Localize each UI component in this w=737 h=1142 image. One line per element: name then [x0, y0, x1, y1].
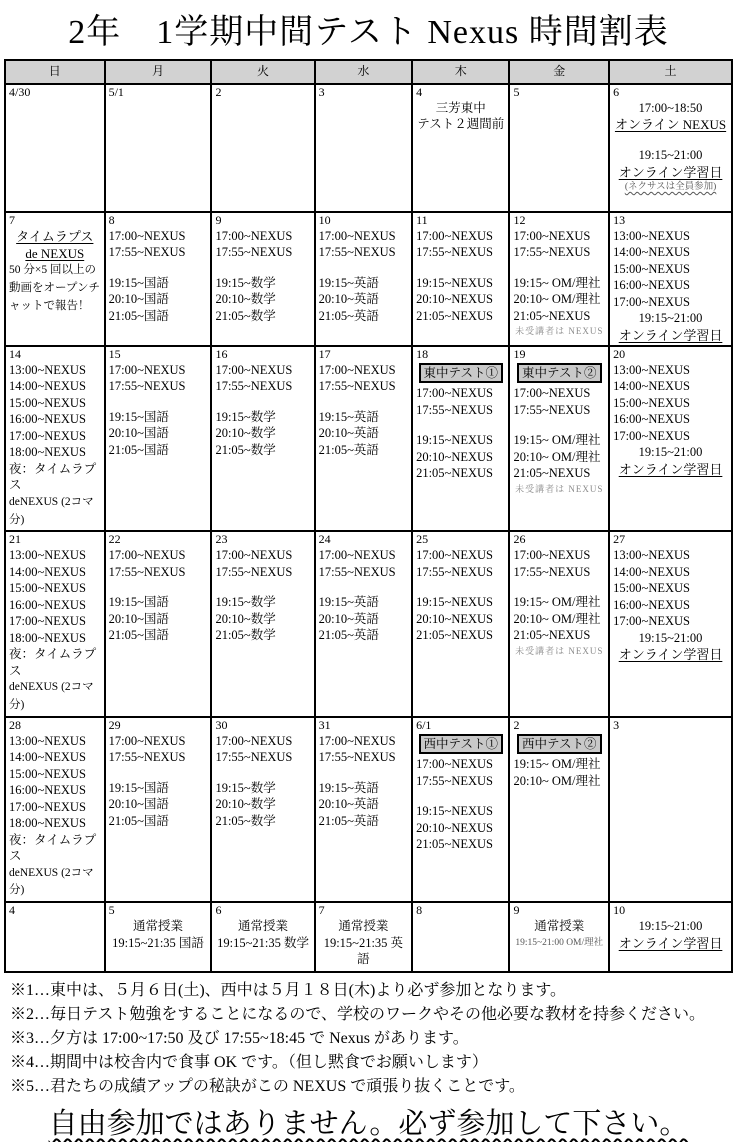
schedule-line: 17:55~NEXUS [416, 245, 493, 260]
date-label: 30 [215, 717, 228, 732]
day-cell [412, 212, 509, 346]
schedule-line: 17:00~NEXUS [416, 386, 493, 401]
schedule-line: 21:05~数学 [215, 628, 276, 643]
schedule-line [215, 580, 310, 594]
day-cell [5, 84, 105, 212]
date-label: 29 [108, 717, 121, 732]
schedule-line: 19:15~英語 [318, 275, 379, 290]
schedule-line: 19:15~21:00 [638, 919, 703, 934]
date-label: 6 [215, 903, 222, 918]
day-cell [412, 346, 509, 531]
schedule-line: オンライン学習日 [618, 935, 723, 951]
schedule-line: 21:05~NEXUS [416, 308, 493, 323]
schedule-line: 19:15~NEXUS [416, 804, 493, 819]
schedule-line: 17:55~NEXUS [108, 379, 186, 394]
schedule-line: 17:00~NEXUS [416, 548, 493, 563]
schedule-line: 17:00~NEXUS [513, 548, 591, 563]
schedule-line: 20:10~数学 [215, 292, 276, 307]
day-cell [509, 717, 609, 902]
week-row [5, 346, 732, 531]
day-cell [412, 717, 509, 902]
schedule-line: 17:55~NEXUS [215, 750, 293, 765]
day-cell [509, 902, 609, 972]
schedule-line: 21:05~国語 [108, 628, 169, 643]
schedule-line: 14:00~NEXUS [613, 245, 690, 260]
schedule-line: 19:15~NEXUS [416, 275, 493, 290]
day-cell [105, 212, 212, 346]
date-label: 5 [108, 903, 115, 918]
day-cell [609, 84, 732, 212]
schedule-line: 19:15~国語 [108, 409, 169, 424]
day-cell [5, 902, 105, 972]
date-label: 7 [318, 903, 325, 918]
date-label: 21 [9, 532, 21, 547]
schedule-line: 通常授業 [534, 919, 585, 934]
schedule-line: 19:15~数学 [215, 275, 276, 290]
schedule-line: 20:10~数学 [215, 426, 276, 441]
schedule-line: 13:00~NEXUS [9, 362, 86, 377]
schedule-line: 16:00~NEXUS [9, 412, 86, 427]
schedule-line: 15:00~NEXUS [613, 395, 690, 410]
schedule-line: 未受講者は NEXUS [515, 645, 604, 656]
calendar-body [5, 84, 732, 972]
schedule-line: 通常授業 [238, 919, 289, 934]
schedule-line [416, 580, 505, 594]
date-label: 23 [215, 532, 228, 547]
schedule-line: 20:10~NEXUS [416, 611, 493, 626]
schedule-line: 21:05~NEXUS [513, 466, 591, 481]
schedule-line: 19:15~21:00 [638, 311, 703, 326]
date-label: 7 [9, 213, 15, 227]
schedule-line: 15:00~NEXUS [9, 395, 86, 410]
weekday-header-cell: 土 [609, 60, 732, 84]
schedule-line: 17:00~NEXUS [215, 362, 293, 377]
day-cell [412, 84, 509, 212]
date-label: 9 [513, 903, 520, 918]
schedule-line: 17:00~NEXUS [613, 294, 690, 309]
day-cell [211, 212, 314, 346]
schedule-line: 19:15~21:00 [638, 630, 703, 645]
date-label: 13 [613, 213, 626, 227]
day-cell [412, 531, 509, 716]
schedule-line: 16:00~NEXUS [613, 278, 690, 293]
schedule-line: 19:15~国語 [108, 275, 169, 290]
day-cell [211, 84, 314, 212]
footnotes [10, 980, 731, 1098]
schedule-line: 19:15~数学 [215, 409, 276, 424]
schedule-line: 20:10~国語 [108, 797, 169, 812]
schedule-line: 21:05~英語 [318, 308, 379, 323]
schedule-line: 未受講者は NEXUS [515, 326, 604, 337]
schedule-line: 14:00~NEXUS [9, 564, 86, 579]
test-day-badge: 西中テスト① [416, 734, 505, 755]
schedule-line: 20:10~NEXUS [416, 449, 493, 464]
schedule-line: 19:15~NEXUS [416, 433, 493, 448]
schedule-line: 20:10~ OM/理社 [513, 292, 601, 307]
schedule-line: 19:15~数学 [215, 595, 276, 610]
schedule-line: 21:05~英語 [318, 628, 379, 643]
schedule-line: 17:55~NEXUS [108, 245, 186, 260]
schedule-line: 21:05~数学 [215, 813, 276, 828]
schedule-line: 21:05~国語 [108, 813, 169, 828]
day-cell [315, 84, 412, 212]
schedule-line: 16:00~NEXUS [613, 412, 690, 427]
schedule-line: 19:15~21:35 英語 [323, 935, 404, 967]
schedule-line: 19:15~21:35 数学 [217, 935, 309, 950]
schedule-line: タイムラプス de NEXUS [16, 228, 94, 261]
schedule-line [109, 395, 208, 409]
date-label: 11 [416, 213, 428, 227]
schedule-line [613, 133, 728, 147]
date-label: 2 [513, 717, 520, 732]
date-label: 5 [513, 85, 520, 99]
schedule-line: 17:55~NEXUS [215, 564, 293, 579]
date-label: 3 [613, 717, 620, 732]
schedule-line [215, 766, 310, 780]
day-cell [211, 531, 314, 716]
week-row [5, 212, 732, 346]
schedule-line: 20:10~数学 [215, 611, 276, 626]
schedule-line: 夜：タイムラプス [9, 832, 97, 864]
schedule-line: 19:15~国語 [108, 780, 169, 795]
date-label: 27 [613, 532, 626, 547]
week-row [5, 531, 732, 716]
day-cell [105, 346, 212, 531]
day-cell [105, 531, 212, 716]
day-cell [105, 902, 212, 972]
schedule-line: 21:05~国語 [108, 442, 169, 457]
test-day-badge: 東中テスト① [416, 363, 505, 384]
schedule-line: 13:00~NEXUS [613, 228, 690, 243]
weekday-header-row [5, 60, 732, 84]
schedule-line: 17:00~NEXUS [513, 386, 591, 401]
date-label: 2 [215, 85, 222, 99]
schedule-line: 18:00~NEXUS [9, 816, 86, 831]
schedule-line [416, 789, 505, 803]
day-cell [315, 346, 412, 531]
day-cell [315, 717, 412, 902]
schedule-line: 19:15~英語 [318, 780, 379, 795]
schedule-line: deNEXUS (2コマ分) [9, 866, 94, 897]
day-cell [609, 346, 732, 531]
schedule-line: 通常授業 [338, 919, 389, 934]
schedule-line: 17:00~NEXUS [108, 228, 186, 243]
schedule-line: テスト２週間前 [417, 117, 505, 132]
day-cell [509, 346, 609, 531]
date-label: 24 [318, 532, 331, 547]
schedule-line: 夜：タイムラプス [9, 461, 97, 493]
schedule-line: 17:00~NEXUS [215, 733, 293, 748]
date-label: 31 [318, 717, 331, 732]
schedule-line: 17:55~NEXUS [318, 379, 396, 394]
day-cell [609, 902, 732, 972]
schedule-line [215, 395, 310, 409]
schedule-line: 21:05~数学 [215, 308, 276, 323]
schedule-line: 21:05~国語 [108, 308, 169, 323]
schedule-line: 21:05~NEXUS [513, 308, 591, 323]
day-cell [509, 84, 609, 212]
schedule-line [513, 418, 605, 432]
schedule-line: 17:00~NEXUS [9, 428, 86, 443]
schedule-line [319, 580, 408, 594]
schedule-line: 17:55~NEXUS [318, 245, 396, 260]
schedule-line: 19:15~ OM/理社 [513, 433, 601, 448]
date-label: 6 [613, 85, 620, 99]
test-day-badge: 西中テスト② [513, 734, 605, 755]
schedule-line: 20:10~数学 [215, 797, 276, 812]
schedule-line: 17:00~NEXUS [215, 548, 293, 563]
schedule-line: 17:55~NEXUS [318, 750, 396, 765]
date-label: 15 [108, 346, 121, 361]
day-cell [609, 212, 732, 346]
schedule-line: オンライン NEXUS [614, 117, 727, 133]
schedule-line: 17:00~NEXUS [318, 733, 396, 748]
schedule-line: 17:00~NEXUS [108, 548, 186, 563]
schedule-line: オンライン学習日 [618, 164, 723, 180]
schedule-line: 19:15~ OM/理社 [513, 275, 601, 290]
date-label: 16 [215, 346, 228, 361]
schedule-line: 21:05~数学 [215, 442, 276, 457]
schedule-line: 20:10~NEXUS [416, 820, 493, 835]
day-cell [609, 717, 732, 902]
schedule-line: 17:55~NEXUS [108, 750, 186, 765]
day-cell [211, 346, 314, 531]
schedule-line: 17:55~NEXUS [318, 564, 396, 579]
schedule-line: 16:00~NEXUS [9, 597, 86, 612]
date-label: 4 [9, 903, 15, 918]
schedule-line: 50 分×5 回以上の動画をオープンチャットで報告！ [9, 264, 100, 312]
day-cell [5, 717, 105, 902]
schedule-line: 20:10~ OM/理社 [513, 611, 601, 626]
date-label: 22 [108, 532, 121, 547]
schedule-line [109, 766, 208, 780]
schedule-line: 20:10~英語 [318, 292, 379, 307]
date-label: 10 [613, 903, 626, 918]
weekday-header-cell: 月 [105, 60, 212, 84]
schedule-line: 17:55~NEXUS [416, 773, 493, 788]
date-label: 6/1 [416, 717, 432, 732]
schedule-line: 17:00~NEXUS [9, 799, 86, 814]
date-label: 14 [9, 346, 21, 361]
date-label: 10 [318, 213, 331, 227]
schedule-line: 13:00~NEXUS [613, 362, 690, 377]
day-cell [315, 902, 412, 972]
schedule-line [319, 395, 408, 409]
date-label: 19 [513, 346, 526, 361]
day-cell [105, 84, 212, 212]
page-title: 2年 1学期中間テスト Nexus 時間割表 [68, 14, 669, 51]
day-cell [509, 212, 609, 346]
schedule-line: 15:00~NEXUS [9, 766, 86, 781]
schedule-line: 19:15~ OM/理社 [513, 595, 601, 610]
schedule-line: 13:00~NEXUS [613, 548, 690, 563]
footnote-line: ※2…毎日テスト勉強をすることになるので、学校のワークやその他必要な教材を持参ください。 [10, 1006, 706, 1024]
schedule-line: 19:15~英語 [318, 409, 379, 424]
schedule-line: 20:10~NEXUS [416, 292, 493, 307]
schedule-line: 21:05~英語 [318, 442, 379, 457]
schedule-line: 17:55~NEXUS [215, 379, 293, 394]
schedule-line: 14:00~NEXUS [9, 379, 86, 394]
schedule-line [416, 261, 505, 275]
schedule-line: 21:05~NEXUS [416, 837, 493, 852]
schedule-line: 17:55~NEXUS [513, 245, 591, 260]
date-label: 8 [108, 213, 115, 227]
schedule-line: 17:00~NEXUS [215, 228, 293, 243]
weekday-header-cell: 木 [412, 60, 509, 84]
calendar-table [4, 59, 733, 973]
test-day-badge: 東中テスト② [513, 363, 605, 384]
date-label: 28 [9, 717, 21, 732]
schedule-line: 19:15~21:00 [638, 148, 703, 163]
schedule-line [319, 766, 408, 780]
day-cell [5, 531, 105, 716]
schedule-line: 20:10~ OM/理社 [513, 773, 601, 788]
schedule-line: 夜：タイムラプス [9, 647, 97, 678]
day-cell [412, 902, 509, 972]
date-label: 8 [416, 903, 423, 918]
footnote-line: ※3…夕方は 17:00~17:50 及び 17:55~18:45 で Nexus があります。 [10, 1030, 469, 1048]
week-row [5, 717, 732, 902]
schedule-line: 17:00~NEXUS [416, 757, 493, 772]
date-label: 4 [416, 85, 423, 99]
schedule-line: 17:00~NEXUS [318, 548, 396, 563]
schedule-line: 17:55~NEXUS [513, 564, 591, 579]
date-label: 18 [416, 346, 429, 361]
schedule-line: 13:00~NEXUS [9, 548, 86, 563]
schedule-line: (ネクサスは全員参加) [624, 182, 717, 193]
schedule-line: 14:00~NEXUS [9, 750, 86, 765]
schedule-line: 21:05~NEXUS [513, 628, 591, 643]
schedule-line: 19:15~21:00 [638, 445, 703, 460]
schedule-line: 20:10~英語 [318, 611, 379, 626]
schedule-line: オンライン学習日 [618, 461, 723, 477]
schedule-line [215, 261, 310, 275]
schedule-line: 19:15~英語 [318, 595, 379, 610]
week-row [5, 84, 732, 212]
schedule-line: 18:00~NEXUS [9, 630, 86, 645]
schedule-line [513, 580, 605, 594]
schedule-line: オンライン学習日 [618, 327, 723, 343]
schedule-line: 19:15~国語 [108, 595, 169, 610]
day-cell [211, 902, 314, 972]
day-cell [105, 717, 212, 902]
schedule-line: 20:10~国語 [108, 426, 169, 441]
schedule-line: 20:10~英語 [318, 797, 379, 812]
day-cell [609, 531, 732, 716]
schedule-line: 17:00~NEXUS [318, 362, 396, 377]
schedule-line: 17:00~NEXUS [513, 228, 591, 243]
schedule-line [109, 261, 208, 275]
schedule-line: 三芳東中 [435, 100, 486, 115]
schedule-line: 20:10~国語 [108, 292, 169, 307]
weekday-header-cell: 金 [509, 60, 609, 84]
schedule-line: 15:00~NEXUS [9, 581, 86, 596]
schedule-line: 通常授業 [133, 919, 184, 934]
schedule-line [109, 580, 208, 594]
schedule-line: 17:55~NEXUS [215, 245, 293, 260]
week-row [5, 902, 732, 972]
footnote-line: ※5…君たちの成績アップの秘訣がこの NEXUS で頑張り抜くことです。 [10, 1077, 525, 1095]
schedule-line: 17:00~NEXUS [9, 614, 86, 629]
schedule-line: 17:00~NEXUS [416, 228, 493, 243]
date-label: 25 [416, 532, 429, 547]
schedule-line: 21:05~NEXUS [416, 466, 493, 481]
schedule-line: 19:15~数学 [215, 780, 276, 795]
day-cell [211, 717, 314, 902]
schedule-line: 14:00~NEXUS [613, 564, 690, 579]
schedule-line: 15:00~NEXUS [613, 261, 690, 276]
date-label: 3 [318, 85, 325, 99]
schedule-line: 20:10~英語 [318, 426, 379, 441]
schedule-line: 未受講者は NEXUS [515, 483, 604, 494]
schedule-line: 17:00~NEXUS [318, 228, 396, 243]
schedule-line: 17:00~18:50 [638, 100, 703, 115]
schedule-line: 16:00~NEXUS [9, 783, 86, 798]
schedule-line [416, 418, 505, 432]
day-cell [315, 212, 412, 346]
day-cell [5, 346, 105, 531]
schedule-line: 17:55~NEXUS [108, 564, 186, 579]
date-label: 12 [513, 213, 526, 227]
schedule-line: 17:55~NEXUS [416, 402, 493, 417]
date-label: 5/1 [108, 85, 124, 99]
schedule-line: 17:00~NEXUS [613, 614, 690, 629]
day-cell [315, 531, 412, 716]
schedule-line [513, 261, 605, 275]
schedule-line: 13:00~NEXUS [9, 733, 86, 748]
footnote-line: ※4…期間中は校舎内で食事 OK です。（但し黙食でお願いします） [10, 1053, 488, 1071]
footnote-line: ※1…東中は、５月６日(土)、西中は５月１８日(木)より必ず参加となります。 [10, 982, 567, 1000]
schedule-line: 17:00~NEXUS [108, 362, 186, 377]
schedule-line: 18:00~NEXUS [9, 445, 86, 460]
date-label: 26 [513, 532, 526, 547]
date-label: 17 [318, 346, 331, 361]
schedule-line: オンライン学習日 [618, 647, 723, 663]
schedule-line: 15:00~NEXUS [613, 581, 690, 596]
weekday-header-cell: 日 [5, 60, 105, 84]
weekday-header-cell: 水 [315, 60, 412, 84]
schedule-line: 16:00~NEXUS [613, 597, 690, 612]
schedule-line: deNEXUS (2コマ分) [9, 495, 94, 526]
schedule-line: 19:15~NEXUS [416, 595, 493, 610]
schedule-line: 21:05~英語 [318, 813, 379, 828]
schedule-line: 17:00~NEXUS [613, 428, 690, 443]
date-label: 9 [215, 213, 222, 227]
schedule-line [319, 261, 408, 275]
schedule-line: 17:00~NEXUS [108, 733, 186, 748]
warning-text: 自由参加ではありません。必ず参加して下さい。 [48, 1107, 689, 1140]
schedule-line: 20:10~ OM/理社 [513, 449, 601, 464]
schedule-line: 19:15~21:00 OM/理社 [515, 937, 604, 948]
day-cell [509, 531, 609, 716]
day-cell [5, 212, 105, 346]
date-label: 20 [613, 346, 626, 361]
schedule-line: 17:55~NEXUS [513, 402, 591, 417]
schedule-line: 14:00~NEXUS [613, 379, 690, 394]
schedule-line: 21:05~NEXUS [416, 628, 493, 643]
schedule-line: deNEXUS (2コマ分) [9, 681, 94, 711]
weekday-header-cell: 火 [211, 60, 314, 84]
schedule-line: 19:15~21:35 国語 [112, 935, 204, 950]
schedule-line: 17:55~NEXUS [416, 564, 493, 579]
schedule-line: 19:15~ OM/理社 [513, 757, 601, 772]
schedule-line: 20:10~国語 [108, 611, 169, 626]
date-label: 4/30 [9, 85, 31, 99]
